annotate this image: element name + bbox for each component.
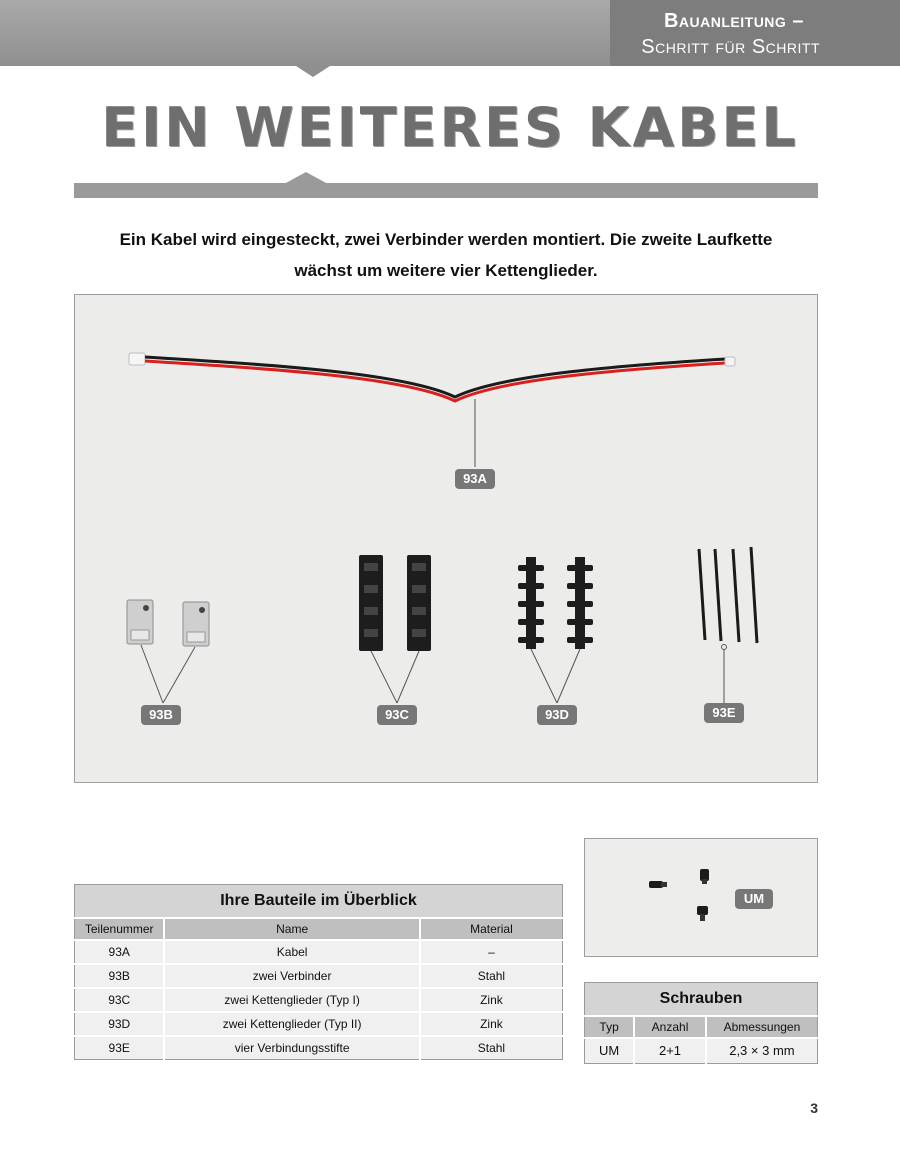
intro-text (74, 224, 818, 286)
part-name: zwei Verbinder (164, 964, 419, 988)
parts-photo (74, 294, 818, 783)
cable-illustration (129, 353, 735, 467)
header-title: Bauanleitung – (663, 10, 804, 32)
screws-col-header: Typ (585, 1016, 635, 1038)
label-um (735, 889, 773, 909)
part-name: zwei Kettenglieder (Typ II) (164, 1012, 419, 1036)
parts-overview-table (74, 884, 563, 1060)
table-row (75, 1012, 563, 1036)
table-row (75, 1036, 563, 1060)
header-section-label (610, 0, 900, 66)
label-93e (704, 703, 744, 723)
part-number: 93B (75, 964, 165, 988)
pins-illustration (699, 547, 757, 703)
connectors-illustration (127, 600, 209, 703)
screw-dimensions: 2,3 × 3 mm (706, 1038, 818, 1064)
part-name: zwei Kettenglieder (Typ I) (164, 988, 419, 1012)
header-notch (296, 66, 330, 77)
intro-line-1: Ein Kabel wird eingesteckt, zwei Verbinder werden montiert. Die zweite Laufkette (119, 230, 773, 249)
screw-type: UM (585, 1038, 635, 1064)
label-93e-text: 93E (712, 705, 736, 720)
screw-icon (700, 869, 709, 884)
part-material: – (420, 940, 563, 964)
parts-col-header: Teilenummer (75, 918, 165, 940)
part-number: 93A (75, 940, 165, 964)
title-rule (74, 183, 818, 198)
part-material: Zink (420, 988, 563, 1012)
part-name: Kabel (164, 940, 419, 964)
part-name: vier Verbindungsstifte (164, 1036, 419, 1060)
page-title: EIN WEITERES KABEL (101, 96, 799, 159)
screws-illustration (585, 839, 818, 957)
table-row (585, 1038, 818, 1064)
parts-col-header: Material (420, 918, 563, 940)
part-number: 93D (75, 1012, 165, 1036)
page-number: 3 (810, 1100, 818, 1116)
screws-table-title: Schrauben (585, 983, 818, 1016)
label-93a-text: 93A (463, 471, 487, 486)
part-material: Zink (420, 1012, 563, 1036)
screw-icon (649, 881, 667, 888)
screws-photo (584, 838, 818, 957)
table-row (75, 988, 563, 1012)
parts-col-header: Name (164, 918, 419, 940)
label-93c (377, 705, 417, 725)
part-material: Stahl (420, 1036, 563, 1060)
screws-table (584, 982, 818, 1064)
track-links-type2-illustration (518, 557, 593, 703)
header-subtitle: Schritt für Schritt (641, 36, 820, 58)
table-row (75, 964, 563, 988)
parts-table-title: Ihre Bauteile im Überblick (75, 885, 563, 918)
parts-illustration (75, 295, 818, 783)
part-number: 93C (75, 988, 165, 1012)
screw-count: 2+1 (634, 1038, 706, 1064)
screws-col-header: Anzahl (634, 1016, 706, 1038)
label-93b (141, 705, 181, 725)
label-93d-text: 93D (545, 707, 569, 722)
label-93c-text: 93C (385, 707, 409, 722)
screws-col-header: Abmessungen (706, 1016, 818, 1038)
label-93b-text: 93B (149, 707, 173, 722)
part-number: 93E (75, 1036, 165, 1060)
track-links-type1-illustration (359, 555, 431, 703)
label-93a (455, 469, 495, 489)
label-93d (537, 705, 577, 725)
label-um-text: UM (743, 891, 765, 906)
table-row (75, 940, 563, 964)
screw-icon (697, 906, 708, 921)
intro-line-2: wächst um weitere vier Kettenglieder. (294, 261, 598, 280)
part-material: Stahl (420, 964, 563, 988)
